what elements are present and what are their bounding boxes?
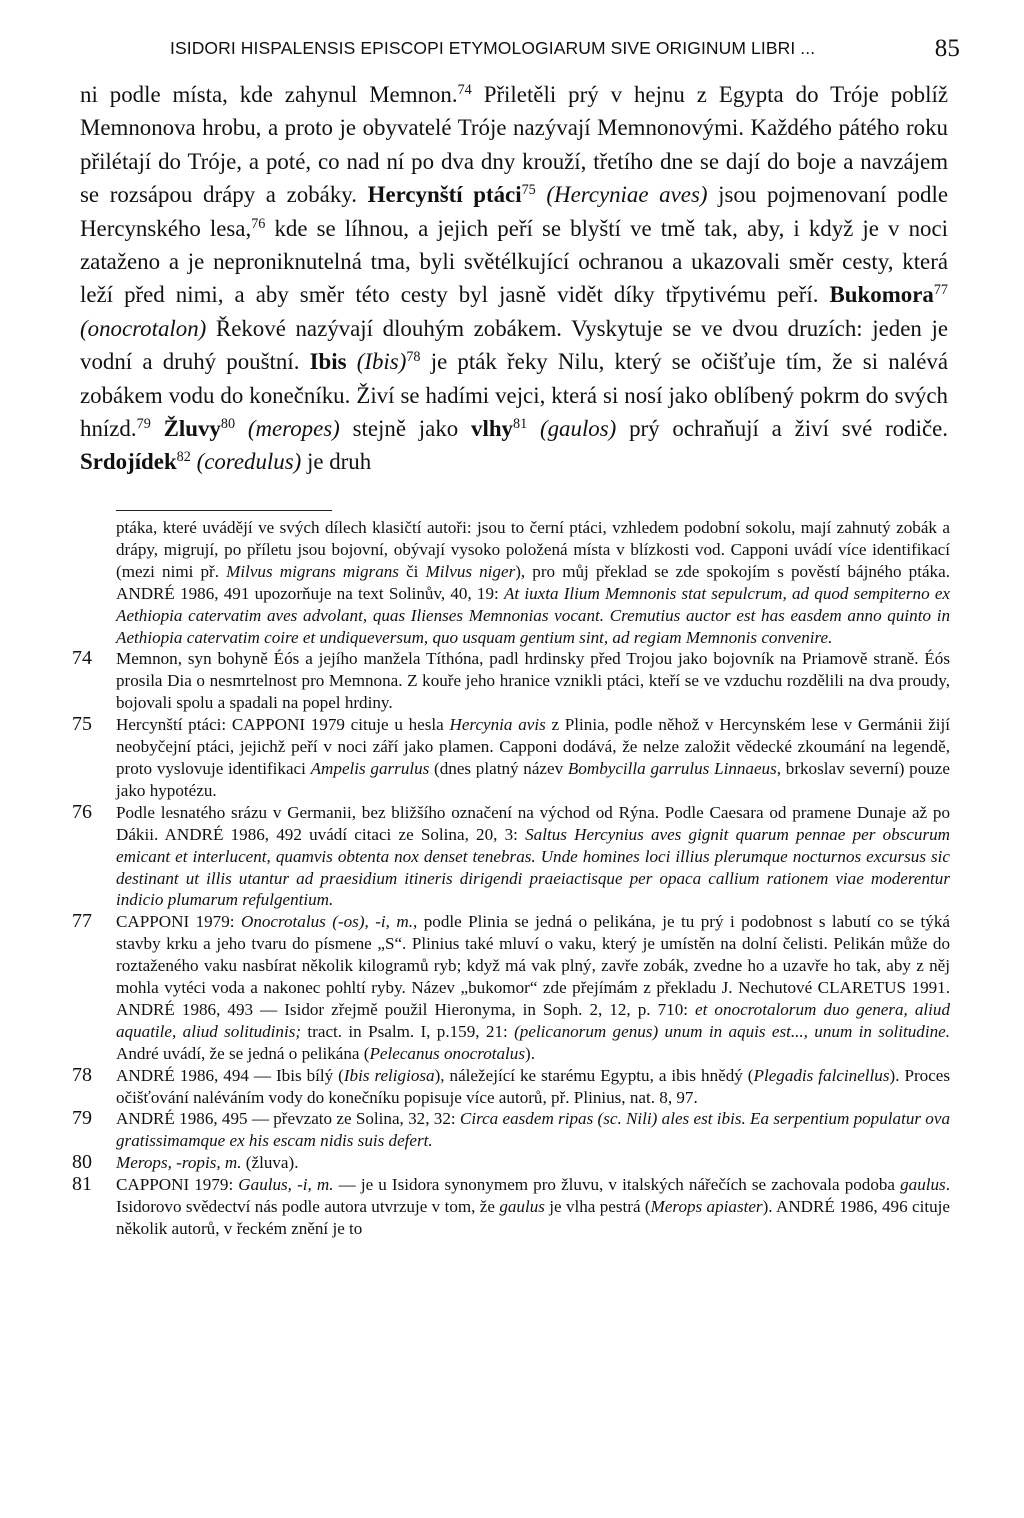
- text-run: , brkoslav severní) pouze jako hypotézu.: [116, 758, 950, 800]
- main-paragraph: [80, 78, 948, 479]
- footnote-ref: 82: [176, 449, 191, 466]
- text-run: Podle lesnatého srázu v Germanii, bez bližšího označení na východ od Rýna. Podle Caesara od pramene Dunaje až po Dákii. ANDRÉ 1986, 492 uvádí citaci ze Solina, 20, 3:: [116, 802, 950, 844]
- latin-quote: et onocrotalorum duo genera, aliud aquatile, aliud solitudinis;: [116, 999, 950, 1041]
- latin-term: Pelecanus onocrotalus: [369, 1043, 526, 1063]
- footnote-78: [72, 1063, 951, 1109]
- footnote-number: 77: [72, 910, 92, 933]
- latin-term: Merops, -ropis, m.: [116, 1153, 242, 1173]
- latin-term: (Ibis): [346, 349, 407, 375]
- text-run: je druh: [301, 449, 372, 475]
- latin-term: Plegadis falcinellus: [753, 1065, 890, 1085]
- text-run: z Plinia, podle něhož v Hercynském lese v Germánii žijí neobyčejní ptáci, jejichž peří v noci září jako plamen. Capponi dodává, že nelze založit vědecké zkoumání na legendě, proto vyslovuje identifikaci: [116, 715, 951, 778]
- text-run: (dnes platný název: [429, 758, 568, 778]
- text-run: kde se líhnou, a jejich peří se blyští ve tmě tak, aby, i když je v noci zataženo a je neproniknutelná tma, byli světélkující ochranou a ukazovali směr cesty, která leží před nimi, a aby směr této cesty byl jasně vidět díky třpytivému peří.: [80, 215, 948, 308]
- main-text: [80, 78, 948, 479]
- latin-term: Onocrotalus (-os), -i, m.: [240, 912, 414, 932]
- running-header: [170, 36, 960, 66]
- latin-quote: Saltus Hercynius aves gignit quarum pennae per obscurum emicant et interlucent, quamvis obtenta nox denset tenebras. Unde homines loci illius plerumque nocturnos excursus sic destinant ut illis utantur ad praesidium itineris dirigendi praeiactisque per opaca callium rationem viae moderentur indicio plumarum refulgentium.: [116, 824, 950, 910]
- footnote-75: [72, 713, 951, 802]
- footnote-ref: 80: [220, 416, 236, 433]
- latin-quote: Circa easdem ripas (sc. Nili) ales est ibis. Ea serpentium populatur ova gratissimamque ex his escam nidis suis defert.: [116, 1109, 950, 1151]
- latin-term: Milvus niger: [425, 561, 516, 581]
- text-run: stejně jako: [339, 416, 472, 442]
- footnote-separator: [116, 510, 332, 511]
- latin-term: Merops apiaster: [650, 1197, 763, 1217]
- term-vlhy: vlhy: [471, 416, 513, 442]
- latin-quote: At iuxta Ilium Memnonis stat sepulcrum, ad quod sempiterno ex Aethiopia catervatim aves advolant, quas Ilienses Memnonias vocant. Cremutius auctor est has easdem anno quinto in Aethiopia catervatim coire et undiqueversum, quo usquam gentium sint, ad regiam Memnonis convenire.: [116, 583, 950, 647]
- footnotes: [72, 517, 951, 1240]
- text-run: jsou pojmenovaní podle Hercynského lesa,: [80, 182, 949, 241]
- footnote-ref: 76: [251, 215, 266, 232]
- latin-term: (onocrotalon): [80, 315, 207, 341]
- running-title: ISIDORI HISPALENSIS EPISCOPI ETYMOLOGIARUM SIVE ORIGINUM LIBRI ...: [170, 38, 816, 58]
- latin-term: Bombycilla garrulus Linnaeus: [567, 758, 777, 778]
- footnote-number: 78: [72, 1063, 92, 1086]
- footnote-ref: 78: [406, 349, 421, 366]
- text-run: ), náležející ke starému Egyptu, a ibis hnědý (: [434, 1065, 754, 1085]
- footnote-80: [72, 1151, 950, 1174]
- text-run: ni podle místa, kde zahynul Memnon.: [80, 82, 458, 107]
- footnote-79: [72, 1107, 950, 1152]
- footnote-ref: 74: [457, 82, 472, 99]
- term-bukomora: Bukomora: [829, 282, 934, 308]
- latin-term: Gaulus, -i, m.: [238, 1175, 334, 1195]
- footnote-number: 81: [72, 1173, 92, 1196]
- latin-term: (gaulos): [527, 416, 617, 442]
- latin-term: Ampelis garrulus: [310, 758, 430, 778]
- text-run: Řekové nazývají dlouhým zobákem. Vyskytuje se ve dvou druzích: jeden je vodní a druhý pouštní.: [80, 315, 948, 375]
- term-srdojidek: Srdojídek: [80, 449, 177, 475]
- latin-term: Hercynia avis: [449, 715, 546, 735]
- text-run: . Isidorovo svědectví nás podle autora utvrzuje v tom, že: [116, 1175, 950, 1217]
- latin-term: gaulus: [900, 1175, 946, 1195]
- text-run: tract. in Psalm. I, p.159, 21:: [301, 1021, 515, 1041]
- footnote-ref: 75: [521, 182, 536, 199]
- term-zluvy: Žluvy: [150, 416, 221, 442]
- latin-term: Ibis religiosa: [343, 1065, 435, 1085]
- footnote-number: 75: [72, 713, 92, 736]
- page-number: 85: [934, 35, 960, 62]
- latin-quote: (pelicanorum genus) unum in aquis est..., unum in solitudine.: [514, 1021, 950, 1041]
- latin-term: (meropes): [235, 416, 340, 442]
- latin-term: (coredulus): [190, 449, 302, 475]
- footnote-ref: 81: [513, 416, 528, 433]
- text-run: ).: [525, 1043, 535, 1063]
- footnote-number: 76: [72, 800, 92, 823]
- text-run: Přiletěli prý v hejnu z Egypta do Tróje poblíž Memnonova hrobu, a proto je obyvatelé Tróje nazývají Memnonovými. Každého pátého roku přilétají do Tróje, a poté, co nad ní po dva dny krouží, třetího dne se dají do boje a navzájem se rozsápou drápy a zobáky.: [80, 82, 948, 208]
- footnote-number: 74: [72, 647, 92, 670]
- text-run: ptáka, které uvádějí ve svých dílech klasičtí autoři: jsou to černí ptáci, vzhledem podobní sokolu, mají zahnutý zobák a drápy, migrují, po příletu jsou bojovní, obývají vysoko položená místa v blízkosti vod. Capponi uvádí více identifikací (mezi nimi př.: [116, 518, 950, 581]
- text-run: André uvádí, že se jedná o pelikána (: [116, 1043, 370, 1063]
- text-run: — je u Isidora synonymem pro žluvu, v italských nářečích se zachovala podoba: [333, 1175, 901, 1195]
- text-run: je vlha pestrá (: [544, 1197, 651, 1217]
- text-run: CAPPONI 1979:: [116, 1175, 239, 1195]
- text-run: Memnon, syn bohyně Éós a jejího manžela Títhóna, padl hrdinsky před Trojou jako bojovník na Priamově straně. Éós prosila Dia o nesmrtelnost pro Memnona. Z kouře jeho hranice vznikli ptáci, kteří se ve vzduchu rozdělili na dva proudy, bojovali spolu a spadali na popel hrdiny.: [116, 649, 950, 713]
- footnote-77: [72, 910, 950, 1064]
- text-run: ), pro můj překlad se zde spokojím s pověstí bájného ptáka. ANDRÉ 1986, 491 upozorňuje na text Solinův, 40, 19:: [116, 561, 950, 603]
- footnote-74: [72, 647, 950, 714]
- term-ibis: Ibis: [309, 349, 347, 375]
- text-run: , podle Plinia se jedná o pelikána, je tu prý i podobnost s labutí co se týká stavby krku a jeho tvaru do písmene „S“. Plinius také mluví o vaku, který je umístěn na dolní čelisti. Pelikán může do roztaženého vaku nasbírat několik kilogramů ryb; když má vak plný, zavře zobák, zvedne ho a uzavře ho tak, aby z něj mohla vytéci voda a nakonec pohltí ryby. Název „bukomor“ zde přejímám z překladu J. Nechutové CLARETUS 1991. ANDRÉ 1986, 493 — Isidor zřejmě použil Hieronyma, in Soph. 2, 12, p. 710:: [116, 912, 950, 1019]
- text-run: ). Proces očišťování naléváním vody do konečníku popisuje více autorů, př. Plinius, nat. 8, 97.: [116, 1065, 951, 1107]
- text-run: je pták řeky Nilu, který se očišťuje tím, že si nalévá zobákem vodu do konečníku. Živí se hadími vejci, která si nosí jako oblíbený pokrm do svých hnízd.: [80, 349, 948, 442]
- latin-term: Milvus migrans migrans: [226, 561, 399, 581]
- footnote-number: 80: [72, 1151, 92, 1174]
- text-run: ANDRÉ 1986, 495 — převzato ze Solina, 32, 32:: [116, 1109, 460, 1129]
- text-run: ). ANDRÉ 1986, 496 cituje několik autorů, v řeckém znění je to: [116, 1197, 950, 1238]
- footnote-76: [72, 800, 950, 912]
- text-run: (žluva).: [241, 1153, 299, 1173]
- text-run: prý ochraňují a živí své rodiče.: [616, 416, 948, 442]
- footnote-continued: [116, 517, 950, 648]
- latin-term: (Hercyniae aves): [535, 182, 708, 208]
- text-run: Hercynští ptáci: CAPPONI 1979 cituje u hesla: [116, 715, 450, 735]
- footnote-ref: 79: [136, 416, 151, 433]
- footnote-81: [72, 1173, 950, 1240]
- text-run: či: [398, 561, 426, 581]
- latin-term: gaulus: [499, 1197, 545, 1217]
- term-hercynsti: Hercynští ptáci: [367, 182, 522, 208]
- text-run: ANDRÉ 1986, 494 — Ibis bílý (: [116, 1065, 344, 1085]
- footnote-number: 79: [72, 1107, 92, 1130]
- footnote-ref: 77: [933, 282, 948, 299]
- text-run: CAPPONI 1979:: [116, 912, 241, 932]
